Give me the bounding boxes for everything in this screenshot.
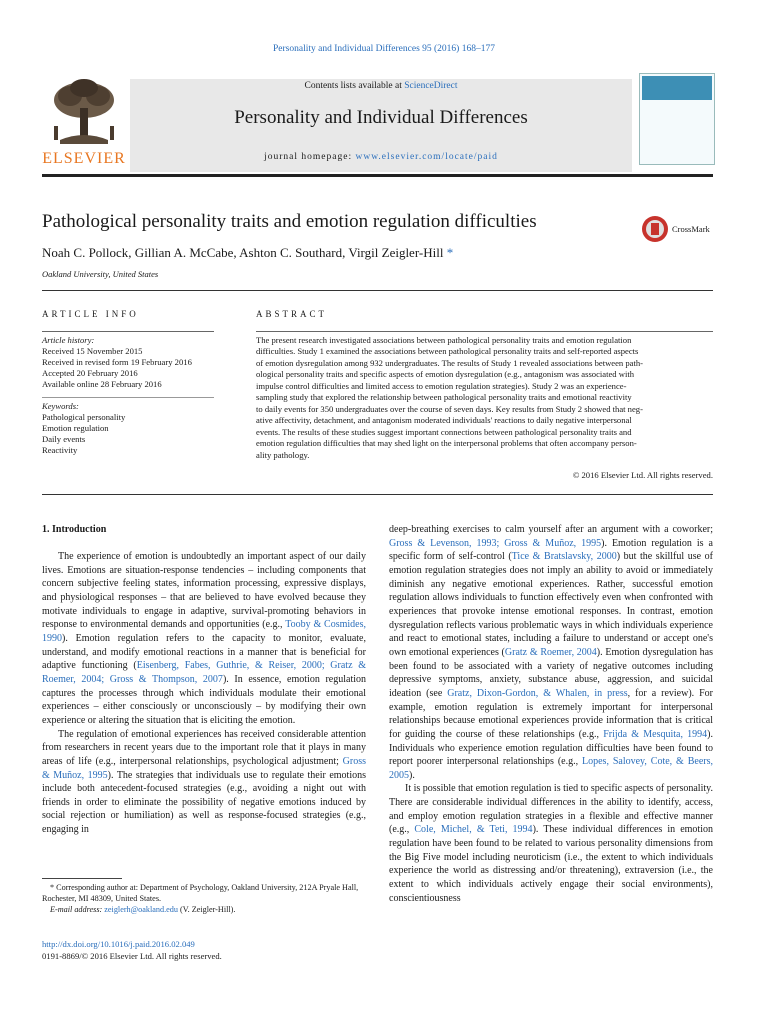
- paragraph-text: It is possible that emotion regulation is tied to specific aspects of personality. There are considerable individual differences in the ability to identify, access, and employ emotion regulation strategies in a flexible and effective manner (e.g.,: [389, 783, 713, 836]
- elsevier-logo-text: ELSEVIER: [42, 150, 126, 167]
- crossmark-badge[interactable]: [641, 215, 713, 245]
- divider: [256, 331, 713, 332]
- crossmark-label: CrossMark: [672, 224, 710, 234]
- abstract-line: to daily events for 350 undergraduates over the course of seven days. Key results from Study 2 showed that neg-: [256, 403, 643, 414]
- citation-link[interactable]: Gratz & Roemer, 2004: [504, 646, 597, 658]
- paragraph: [389, 782, 713, 905]
- abstract-line: emotion regulation difficulties that may shed light on the interpersonal problems that often accompany person-: [256, 438, 637, 449]
- abstract-line: ological personality traits and specific aspects of emotion dysregulation (e.g., antagonism was associated with: [256, 369, 635, 380]
- history-item: Available online 28 February 2016: [42, 379, 162, 389]
- journal-citation[interactable]: Personality and Individual Differences 95 (2016) 168–177: [273, 44, 495, 54]
- history-heading: Article history:: [42, 335, 95, 345]
- citation-link[interactable]: Gross & Muñoz, 1995: [42, 755, 366, 781]
- keyword: Daily events: [42, 434, 86, 444]
- journal-homepage: [130, 152, 632, 162]
- article-history: [42, 335, 192, 390]
- doi-link[interactable]: http://dx.doi.org/10.1016/j.paid.2016.02.049: [42, 939, 195, 949]
- citation-link[interactable]: Frijda & Mesquita, 1994: [603, 728, 708, 740]
- section-heading: 1. Introduction: [42, 524, 107, 535]
- article-title: Pathological personality traits and emotion regulation difficulties: [42, 211, 537, 232]
- divider: [42, 290, 713, 291]
- abstract-line: The present research investigated associations between pathological personality traits and emotion regulation: [256, 335, 632, 345]
- corresponding-author-mark[interactable]: *: [446, 245, 454, 260]
- citation-link[interactable]: Cole, Michel, & Teti, 1994: [414, 824, 533, 836]
- abstract-line: events. The results of these studies suggest important connections between pathological personality traits and: [256, 426, 632, 437]
- divider: [42, 494, 713, 495]
- paragraph: [42, 728, 366, 837]
- keyword: Emotion regulation: [42, 423, 109, 433]
- abstract-line: ality pathology.: [256, 449, 310, 460]
- abstract-text: [256, 335, 713, 461]
- issn-line: 0191-8869/© 2016 Elsevier Ltd. All rights reserved.: [42, 951, 222, 961]
- abstract-line: impulse control difficulties and limited access to emotion regulation strategies). Study 2 was an experience-: [256, 380, 627, 391]
- citation-link[interactable]: Tice & Bratslavsky, 2000: [511, 551, 617, 563]
- homepage-prefix: journal homepage:: [264, 152, 356, 162]
- paragraph: [42, 550, 366, 728]
- divider: [42, 397, 214, 398]
- paragraph-text: The experience of emotion is undoubtedly an important aspect of our daily lives. Emotions are situation-response tendencies – including components that concern subjective feeling states, information processing, expressive displays, and physiological responses – that are believed to have evolved because they motivate individuals to engage in adaptive, survival-promoting behaviors in response to environmental demands and opportunities (e.g.,: [42, 551, 366, 631]
- paragraph-text: The regulation of emotional experiences has received considerable attention from researchers in recent years due to the important role that it plays in many areas of life (e.g., interpersonal relationships, psychological adjustment;: [42, 728, 366, 767]
- paragraph-text: deep-breathing exercises to calm yourself after an argument with a coworker;: [389, 524, 713, 535]
- body-column-left: [42, 550, 366, 837]
- paragraph-text: ). These individual differences in emotion regulation have been found to be related to various personality dimensions from the Big Five model including neuroticism (i.e., the extent to which individuals experience the world as distressing and/or threatening), extraversion (i.e., the extent to which individuals actively engage their social environments), conscientiousness: [389, 824, 713, 904]
- paragraph-text: ). Emotion regulation refers to the capacity to monitor, evaluate, understand, and modify emotional reactions in a manner that is beneficial for adaptive functioning (: [42, 632, 366, 672]
- contents-prefix: Contents lists available at: [304, 81, 405, 91]
- article-info-heading: ARTICLE INFO: [42, 309, 139, 319]
- paragraph-text: , for a review). For example, emotion regulation is extremely important for interpersonal relationships because emotional experiences provide information that is critical for guiding the course of these relationships (e.g.,: [389, 687, 713, 740]
- author-list: [42, 245, 453, 261]
- abstract-line: difficulties. Study 1 examined the associations between pathological personality traits and self-reported aspects: [256, 346, 639, 357]
- abstract-heading: ABSTRACT: [256, 309, 328, 319]
- citation-link[interactable]: Lopes, Salovey, Cote, & Beers, 2005: [389, 756, 713, 781]
- abstract-line: of emotion dysregulation among 932 undergraduates. The results of Study 1 revealed associations between path-: [256, 357, 644, 368]
- paragraph-text: ). Emotion dysregulation has been found to be associated with a variety of negative outcomes including depressive symptoms, anxiety, substance abuse, aggression, and suicidal ideation (see: [389, 646, 713, 699]
- history-item: Received in revised form 19 February 2016: [42, 357, 192, 367]
- keyword: Pathological personality: [42, 412, 126, 422]
- paragraph-text: ). In essence, emotion regulation captures the processes through which individuals modulate their emotional experiences – either consciously or unconsciously – by modifying their own experience or altering the situation that is eliciting the emotion.: [42, 673, 366, 726]
- crossmark-icon: [641, 215, 669, 243]
- contents-line: [130, 81, 632, 91]
- journal-title: Personality and Individual Differences: [234, 107, 528, 128]
- paragraph: [389, 523, 713, 782]
- citation-link[interactable]: Gratz, Dixon-Gordon, & Whalen, in press: [447, 687, 628, 699]
- citation-link[interactable]: Tooby & Cosmides, 1990: [42, 619, 367, 644]
- abstract-line: ative affectivity, detachment, and antagonism moderated individuals' reactions to daily negative interpersonal: [256, 415, 632, 426]
- abstract-copyright: © 2016 Elsevier Ltd. All rights reserved.: [572, 470, 713, 480]
- history-item: Accepted 20 February 2016: [42, 368, 138, 378]
- keyword: Reactivity: [42, 445, 78, 455]
- affiliation: Oakland University, United States: [42, 269, 159, 279]
- cover-band: [642, 76, 712, 100]
- body-column-right: [389, 523, 713, 905]
- paragraph-text: ) but the skillful use of emotion regulation strategies does not imply an ability to avoid or immediately diminish any negative emotional experiences. Rather, successful emotion regulation allows individuals to function effectively even when confronted with experiences that provoke intense emotional responses. In contrast, emotion dysregulation reflects various problematic ways in which individuals experience and react to emotional states, including a failure to understand or accept one's own emotional experiences (: [389, 551, 713, 658]
- homepage-link[interactable]: www.elsevier.com/locate/paid: [355, 152, 498, 162]
- email-line: [42, 904, 366, 915]
- keywords: [42, 401, 125, 456]
- paragraph-text: ).: [409, 769, 415, 781]
- keywords-heading: Keywords:: [42, 401, 79, 411]
- header-rule: [42, 174, 713, 177]
- email-link[interactable]: zeiglerh@oakland.edu: [104, 905, 178, 914]
- abstract-line: sampling study that explored the relationship between pathological personality traits and emotional reactivity: [256, 392, 632, 403]
- citation-link[interactable]: Gross & Levenson, 1993; Gross & Muñoz, 1995: [389, 537, 602, 549]
- paragraph-text: ). Individuals who experience emotion regulation difficulties have been found to report poorer interpersonal relationships (e.g.,: [389, 728, 714, 768]
- history-item: Received 15 November 2015: [42, 346, 143, 356]
- footnote-rule: [42, 878, 122, 879]
- email-suffix: (V. Zeigler-Hill).: [177, 905, 236, 914]
- paragraph-text: ). Emotion regulation is a specific form of self-control (: [389, 537, 713, 563]
- authors-text: Noah C. Pollock, Gillian A. McCabe, Ashton C. Southard, Virgil Zeigler-Hill: [42, 245, 444, 260]
- citation-link[interactable]: Eisenberg, Fabes, Guthrie, & Reiser, 2000; Gratz & Roemer, 2004; Gross & Thompson, 2007: [42, 660, 366, 685]
- paragraph-text: ). The strategies that individuals use to regulate their emotions include both antecedent-focused strategies (e.g., avoiding a night out with friends in order to eliminate the possibility of negative emotions induced by social rejection or humiliation) as well as response-focused strategies (e.g., engaging in: [42, 769, 367, 836]
- corresponding-author-note: * Corresponding author at: Department of Psychology, Oakland University, 212A Pryale Hall, Rochester, MI 48309, United States.: [42, 883, 359, 903]
- divider: [42, 331, 214, 332]
- sciencedirect-link[interactable]: ScienceDirect: [404, 81, 458, 91]
- email-label: E-mail address:: [50, 905, 105, 914]
- footnote: [42, 882, 366, 915]
- journal-cover-thumbnail[interactable]: [639, 73, 715, 165]
